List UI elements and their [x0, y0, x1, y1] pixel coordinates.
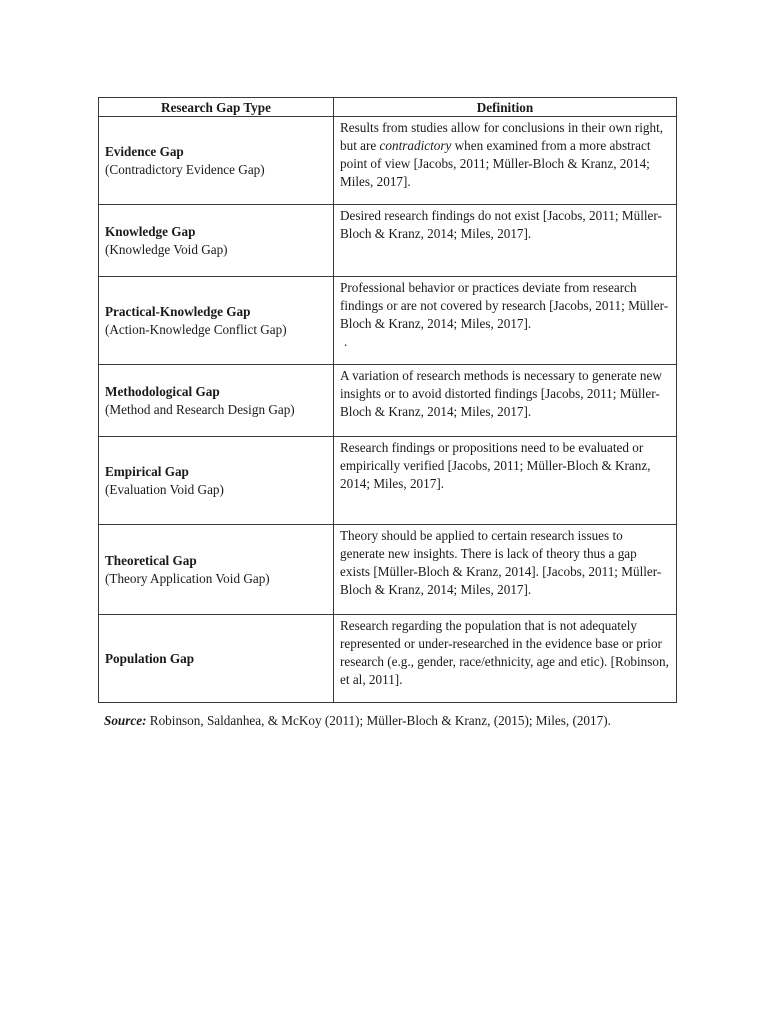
- column-header-definition: Definition: [334, 98, 677, 117]
- table-row: [99, 525, 677, 615]
- gap-type-cell: [99, 277, 334, 365]
- gap-type-alt: (Action-Knowledge Conflict Gap): [105, 321, 287, 337]
- gap-definition-cell: [334, 277, 677, 365]
- definition-text: Results from studies allow for conclusions in their own right, but are: [340, 120, 664, 153]
- gap-type-name: Population Gap: [105, 650, 195, 666]
- gap-type-alt: (Evaluation Void Gap): [105, 481, 224, 497]
- gap-type-cell: [99, 365, 334, 437]
- gap-definition: [340, 119, 670, 191]
- definition-emphasis: contradictory: [379, 138, 452, 153]
- gap-type-name: Methodological Gap: [105, 383, 220, 399]
- table-row: [99, 117, 677, 205]
- gap-definition: Desired research findings do not exist [Jacobs, 2011; Müller-Bloch & Kranz, 2014; Miles, 2017].: [340, 208, 662, 241]
- gap-definition: Research regarding the population that is not adequately represented or under-researched in the evidence base or prior research (e.g., gender, race/ethnicity, age and etic). [Robinson, et al, 2011].: [340, 618, 669, 687]
- gap-type-cell: [99, 437, 334, 525]
- source-note: [104, 712, 704, 730]
- gap-type-name: Knowledge Gap: [105, 223, 196, 239]
- gap-type-cell: [99, 525, 334, 615]
- table-row: [99, 615, 677, 703]
- source-label: Source:: [104, 713, 147, 728]
- gap-definition: A variation of research methods is necessary to generate new insights or to avoid distorted findings [Jacobs, 2011; Müller-Bloch & Kranz, 2014; Miles, 2017].: [340, 368, 662, 419]
- gap-type-cell: [99, 117, 334, 205]
- gap-type-name: Evidence Gap: [105, 143, 184, 159]
- gap-definition-cell: [334, 117, 677, 205]
- gap-definition-cell: [334, 525, 677, 615]
- table-header-row: [99, 98, 677, 117]
- research-gap-table: [98, 97, 677, 703]
- column-header-type: Research Gap Type: [99, 98, 334, 117]
- gap-type-alt: (Contradictory Evidence Gap): [105, 161, 265, 177]
- gap-type-name: Empirical Gap: [105, 463, 189, 479]
- gap-definition: Theory should be applied to certain research issues to generate new insights. There is lack of theory thus a gap exists [Müller-Bloch & Kranz, 2014]. [Jacobs, 2011; Müller-Bloch & Kranz, 2014; Miles, 2017].: [340, 528, 662, 597]
- gap-definition-cell: [334, 437, 677, 525]
- gap-type-alt: (Theory Application Void Gap): [105, 570, 270, 586]
- gap-definition-cell: [334, 205, 677, 277]
- gap-type-name: Theoretical Gap: [105, 552, 197, 568]
- definition-text-cont: when examined from a more abstract point of view [Jacobs, 2011; Müller-Bloch & Kranz, 2014; Miles, 2017].: [340, 138, 651, 189]
- stray-period: .: [344, 334, 348, 349]
- gap-type-name: Practical-Knowledge Gap: [105, 303, 251, 319]
- gap-type-cell: [99, 205, 334, 277]
- source-text: Robinson, Saldanhea, & McKoy (2011); Müller-Bloch & Kranz, (2015); Miles, (2017).: [146, 713, 611, 728]
- gap-definition: Professional behavior or practices deviate from research findings or are not covered by research [Jacobs, 2011; Müller-Bloch & Kranz, 2014; Miles, 2017].: [340, 280, 669, 331]
- gap-type-alt: (Method and Research Design Gap): [105, 401, 295, 417]
- gap-type-alt: (Knowledge Void Gap): [105, 241, 228, 257]
- gap-definition: Research findings or propositions need to be evaluated or empirically verified [Jacobs, 2011; Müller-Bloch & Kranz, 2014; Miles, 2017].: [340, 440, 651, 491]
- table-row: [99, 205, 677, 277]
- table-row: [99, 365, 677, 437]
- gap-type-cell: [99, 615, 334, 703]
- gap-definition-cell: [334, 365, 677, 437]
- table-row: [99, 437, 677, 525]
- gap-definition-cell: [334, 615, 677, 703]
- table-row: [99, 277, 677, 365]
